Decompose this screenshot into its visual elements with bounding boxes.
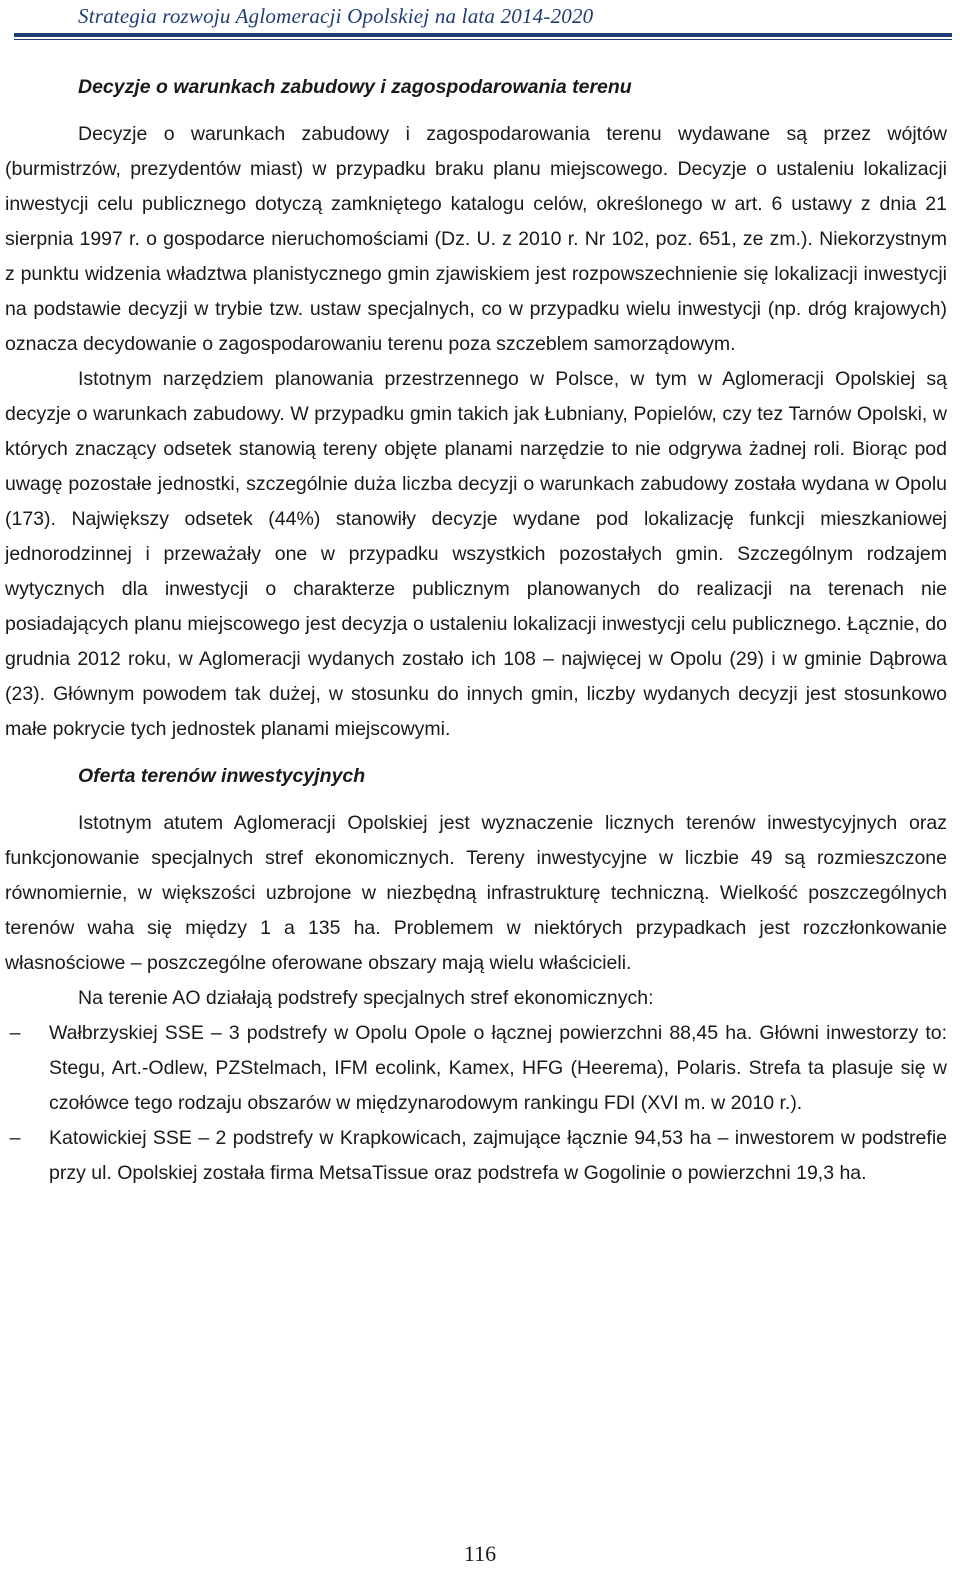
running-header-title: Strategia rozwoju Aglomeracji Opolskiej na lata 2014-2020 xyxy=(78,4,594,28)
section-heading-decisions: Decyzje o warunkach zabudowy i zagospodarowania terenu xyxy=(78,76,632,98)
section-heading-investment-offer: Oferta terenów inwestycyjnych xyxy=(78,765,366,787)
list-item xyxy=(5,1016,947,1121)
dash-bullet: – xyxy=(9,1127,21,1149)
list-item-text: Katowickiej SSE – 2 podstrefy w Krapkowicach, zajmujące łącznie 94,53 ha – inwestorem w podstrefie przy ul. Opolskiej została firma MetsaTissue oraz podstrefa w Gogolinie o powierzchni 19,3 ha. xyxy=(49,1127,947,1184)
paragraph: Decyzje o warunkach zabudowy i zagospodarowania terenu wydawane są przez wójtów (burmistrzów, prezydentów miast) w przypadku braku planu miejscowego. Decyzje o ustaleniu lokalizacji inwestycji celu publicznego dotyczą zamkniętego katalogu celów, określonego w art. 6 ustawy z dnia 21 sierpnia 1997 r. o gospodarce nieruchomościami (Dz. U. z 2010 r. Nr 102, poz. 651, ze zm.). Niekorzystnym z punktu widzenia władztwa planistycznego gmin zjawiskiem jest rozpowszechnienie się lokalizacji inwestycji na podstawie decyzji w trybie tzw. ustaw specjalnych, co w przypadku wielu inwestycji (np. dróg krajowych) oznacza decydowanie o zagospodarowaniu terenu poza szczeblem samorządowym. xyxy=(5,123,947,355)
paragraph: Na terenie AO działają podstrefy specjalnych stref ekonomicznych: xyxy=(78,987,654,1009)
dash-bullet: – xyxy=(9,1022,21,1044)
page-body xyxy=(5,70,947,1191)
list-item xyxy=(5,1121,947,1191)
paragraph: Istotnym narzędziem planowania przestrzennego w Polsce, w tym w Aglomeracji Opolskiej są decyzje o warunkach zabudowy. W przypadku gmin takich jak Łubniany, Popielów, czy tez Tarnów Opolski, w których znaczący odsetek stanowią tereny objęte planami narzędzie to nie odgrywa żadnej roli. Biorąc pod uwagę pozostałe jednostki, szczególnie duża liczba decyzji o warunkach zabudowy została wydana w Opolu (173). Największy odsetek (44%) stanowiły decyzje wydane pod lokalizację funkcji mieszkaniowej jednorodzinnej i przeważały one w przypadku wszystkich pozostałych gmin. Szczególnym rodzajem wytycznych dla inwestycji o charakterze publicznym planowanych do realizacji na terenach nie posiadających planu miejscowego jest decyzja o ustaleniu lokalizacji inwestycji celu publicznego. Łącznie, do grudnia 2012 roku, w Aglomeracji wydanych zostało ich 108 – najwięcej w Opolu (29) i w gminie Dąbrowa (23). Głównym powodem tak dużej, w stosunku do innych gmin, liczby wydanych decyzji jest stosunkowo małe pokrycie tych jednostek planami miejscowymi. xyxy=(5,368,947,740)
special-zones-list xyxy=(5,1016,947,1191)
header-rule xyxy=(14,33,952,37)
list-item-text: Wałbrzyskiej SSE – 3 podstrefy w Opolu Opole o łącznej powierzchni 88,45 ha. Główni inwestorzy to: Stegu, Art.-Odlew, PZStelmach, IFM ecolink, Kamex, HFG (Heerema), Polaris. Strefa ta plasuje się w czołówce tego rodzaju obszarów w międzynarodowym rankingu FDI (XVI m. w 2010 r.). xyxy=(49,1022,947,1114)
page-number: 116 xyxy=(463,1541,497,1566)
paragraph: Istotnym atutem Aglomeracji Opolskiej jest wyznaczenie licznych terenów inwestycyjnych oraz funkcjonowanie specjalnych stref ekonomicznych. Tereny inwestycyjne w liczbie 49 są rozmieszczone równomiernie, w większości uzbrojone w niezbędną infrastrukturę techniczną. Wielkość poszczególnych terenów waha się między 1 a 135 ha. Problemem w niektórych przypadkach jest rozczłonkowanie własnościowe – poszczególne oferowane obszary mają wielu właścicieli. xyxy=(5,812,947,974)
header-rule-thin xyxy=(14,39,952,40)
